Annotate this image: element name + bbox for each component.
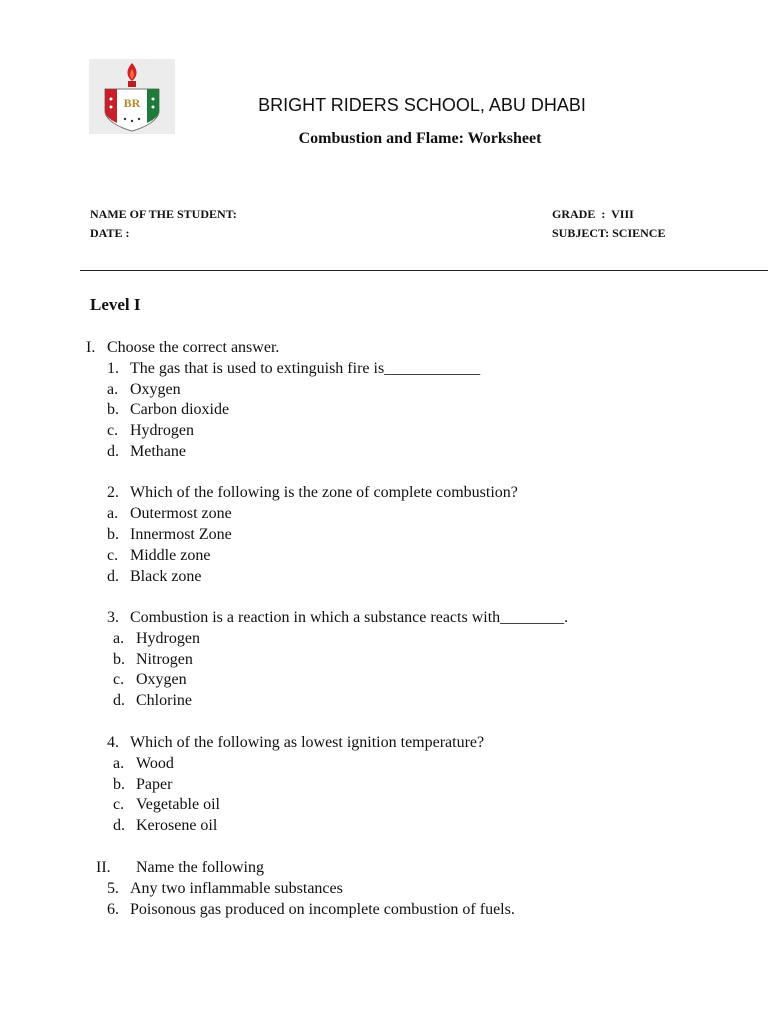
section-2-title: Name the following — [136, 859, 264, 876]
option-letter: c. — [113, 796, 125, 813]
question-text: Combustion is a reaction in which a substance reacts with________. — [130, 609, 569, 626]
question-number: 2. — [107, 484, 119, 501]
option-text: Outermost zone — [130, 505, 232, 522]
level-heading: Level I — [90, 295, 141, 314]
worksheet-title: Combustion and Flame: Worksheet — [298, 130, 542, 147]
grade-label: GRADE : VIII — [552, 207, 634, 221]
question-text: The gas that is used to extinguish fire is____________ — [130, 360, 481, 377]
option-text: Innermost Zone — [130, 526, 232, 543]
option-text: Hydrogen — [130, 422, 194, 439]
question-number: 6. — [107, 901, 119, 918]
option-text: Wood — [136, 755, 174, 772]
option-text: Methane — [130, 443, 186, 460]
section-2-number: II. — [96, 859, 111, 876]
option-text: Paper — [136, 776, 173, 793]
option-letter: b. — [113, 651, 125, 668]
option-letter: a. — [113, 630, 125, 647]
option-letter: b. — [113, 776, 125, 793]
header-divider — [80, 270, 768, 271]
svg-text:BR: BR — [123, 96, 141, 110]
date-label: DATE : — [90, 226, 130, 240]
option-text: Hydrogen — [136, 630, 200, 647]
student-name-label: NAME OF THE STUDENT: — [90, 207, 237, 221]
option-text: Carbon dioxide — [130, 401, 230, 418]
question-text: Poisonous gas produced on incomplete combustion of fuels. — [130, 901, 515, 918]
option-text: Middle zone — [130, 547, 211, 564]
option-letter: d. — [107, 568, 119, 585]
option-text: Kerosene oil — [136, 817, 218, 834]
question-number: 4. — [107, 734, 119, 751]
option-letter: d. — [113, 692, 125, 709]
option-letter: c. — [107, 547, 119, 564]
option-letter: c. — [113, 671, 125, 688]
section-1-number: I. — [86, 339, 96, 356]
option-letter: b. — [107, 401, 119, 418]
option-letter: c. — [107, 422, 119, 439]
question-text: Which of the following as lowest ignition temperature? — [130, 734, 485, 751]
question-number: 3. — [107, 609, 119, 626]
option-text: Black zone — [130, 568, 202, 585]
option-letter: a. — [113, 755, 125, 772]
school-name: BRIGHT RIDERS SCHOOL, ABU DHABI — [258, 95, 586, 115]
option-text: Oxygen — [130, 381, 181, 398]
option-letter: a. — [107, 381, 119, 398]
question-text: Which of the following is the zone of complete combustion? — [130, 484, 518, 501]
question-number: 5. — [107, 880, 119, 897]
option-text: Chlorine — [136, 692, 192, 709]
option-letter: b. — [107, 526, 119, 543]
option-text: Vegetable oil — [136, 796, 220, 813]
option-letter: d. — [107, 443, 119, 460]
option-text: Oxygen — [136, 671, 187, 688]
subject-label: SUBJECT: SCIENCE — [552, 226, 666, 240]
question-number: 1. — [107, 360, 119, 377]
option-text: Nitrogen — [136, 651, 193, 668]
question-text: Any two inflammable substances — [130, 880, 343, 897]
option-letter: d. — [113, 817, 125, 834]
section-1-title: Choose the correct answer. — [107, 339, 280, 356]
option-letter: a. — [107, 505, 119, 522]
